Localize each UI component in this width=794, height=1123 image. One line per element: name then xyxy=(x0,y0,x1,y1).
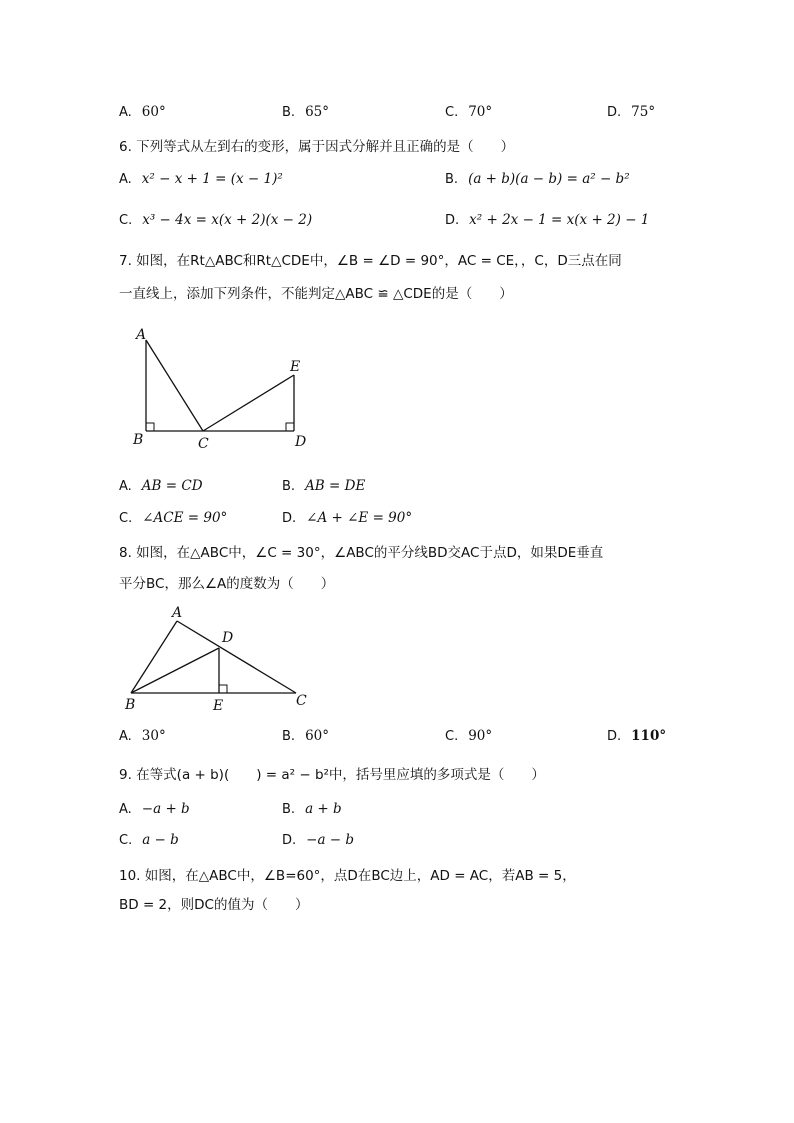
vertex-label-c: C xyxy=(296,693,307,709)
q6-stem: 6. 下列等式从左到右的变形，属于因式分解并且正确的是（ ） xyxy=(119,139,515,155)
option-text: ∠ACE = 90° xyxy=(142,510,228,526)
option-label: C. xyxy=(119,511,133,526)
option-label: D. xyxy=(445,213,460,228)
q10-stem-line1: 10. 如图，在△ABC中，∠B=60°，点D在BC边上，AD = AC，若AB = 5， xyxy=(119,868,576,884)
q6-option-a xyxy=(119,171,283,187)
option-label: D. xyxy=(282,511,297,526)
q10-stem-line2: BD = 2，则DC的值为（ ） xyxy=(119,897,309,913)
q5-option-b xyxy=(282,104,329,120)
option-text: x² + 2x − 1 = x(x + 2) − 1 xyxy=(469,212,650,228)
q9-option-d xyxy=(282,832,354,848)
option-label: B. xyxy=(445,172,459,187)
segment-ce xyxy=(203,375,294,431)
option-label: D. xyxy=(607,105,622,120)
option-text: 60° xyxy=(305,728,329,744)
option-text: 60° xyxy=(141,104,166,120)
q8-option-d xyxy=(607,728,666,744)
q8-option-a xyxy=(119,728,166,744)
segment-ab xyxy=(131,621,177,693)
vertex-label-b: B xyxy=(125,697,136,713)
q8-option-c xyxy=(445,728,492,744)
q5-option-d xyxy=(607,104,655,120)
q7-option-c xyxy=(119,510,227,526)
option-text: x³ − 4x = x(x + 2)(x − 2) xyxy=(142,212,313,228)
option-label: A. xyxy=(119,105,132,120)
vertex-label-b: B xyxy=(133,432,144,448)
option-text: a − b xyxy=(142,832,179,848)
q7-figure xyxy=(130,322,320,457)
option-text: ∠A + ∠E = 90° xyxy=(306,510,413,526)
option-label: A. xyxy=(119,479,132,494)
option-text: (a + b)(a − b) = a² − b² xyxy=(468,171,630,187)
option-text: AB = CD xyxy=(141,478,203,494)
option-label: B. xyxy=(282,479,296,494)
q6-option-c xyxy=(119,212,312,228)
q5-option-a xyxy=(119,104,166,120)
option-label: A. xyxy=(119,729,132,744)
option-label: C. xyxy=(445,729,459,744)
vertex-label-c: C xyxy=(198,436,209,452)
option-text: 75° xyxy=(631,104,656,120)
q9-option-b xyxy=(282,801,342,817)
option-text: x² − x + 1 = (x − 1)² xyxy=(141,171,283,187)
segment-ac xyxy=(146,340,203,431)
option-label: A. xyxy=(119,802,132,817)
right-angle-b xyxy=(146,423,154,431)
q9-option-c xyxy=(119,832,179,848)
segment-bd xyxy=(131,648,219,693)
option-text: 70° xyxy=(468,104,493,120)
option-label: C. xyxy=(119,833,133,848)
right-angle-d xyxy=(286,423,294,431)
q7-stem-line2: 一直线上，添加下列条件，不能判定△ABC ≌ △CDE的是（ ） xyxy=(119,286,513,302)
option-label: B. xyxy=(282,729,296,744)
q7-option-d xyxy=(282,510,412,526)
option-text: −a − b xyxy=(306,832,355,848)
option-text: a + b xyxy=(305,801,342,817)
vertex-label-d: D xyxy=(222,630,234,646)
q8-option-b xyxy=(282,728,329,744)
q6-option-b xyxy=(445,171,630,187)
vertex-label-a: A xyxy=(172,605,183,621)
q9-option-a xyxy=(119,801,190,817)
q8-stem-line1: 8. 如图，在△ABC中，∠C = 30°，∠ABC的平分线BD交AC于点D，如果DE垂直 xyxy=(119,545,604,561)
option-label: A. xyxy=(119,172,132,187)
q8-figure xyxy=(120,604,315,716)
q9-stem: 9. 在等式(a + b)( ) = a² − b²中，括号里应填的多项式是（ ） xyxy=(119,767,545,783)
option-text: 110° xyxy=(631,728,667,744)
q7-stem-line1: 7. 如图，在Rt△ABC和Rt△CDE中，∠B = ∠D = 90°，AC = CE，，C，D三点在同 xyxy=(119,253,622,269)
q5-option-c xyxy=(445,104,492,120)
right-angle-e xyxy=(219,685,227,693)
q8-stem-line2: 平分BC，那么∠A的度数为（ ） xyxy=(119,576,335,592)
q7-option-b xyxy=(282,478,365,494)
vertex-label-a: A xyxy=(136,327,147,343)
option-text: AB = DE xyxy=(305,478,366,494)
option-label: C. xyxy=(119,213,133,228)
option-text: 30° xyxy=(141,728,166,744)
option-label: D. xyxy=(607,729,622,744)
option-text: −a + b xyxy=(141,801,190,817)
option-label: D. xyxy=(282,833,297,848)
option-label: B. xyxy=(282,105,296,120)
vertex-label-d: D xyxy=(295,434,307,450)
vertex-label-e: E xyxy=(213,698,224,714)
vertex-label-e: E xyxy=(290,359,301,375)
option-text: 65° xyxy=(305,104,329,120)
option-label: C. xyxy=(445,105,459,120)
q7-option-a xyxy=(119,478,203,494)
segment-ac xyxy=(177,621,296,693)
option-text: 90° xyxy=(468,728,493,744)
q6-option-d xyxy=(445,212,649,228)
option-label: B. xyxy=(282,802,296,817)
